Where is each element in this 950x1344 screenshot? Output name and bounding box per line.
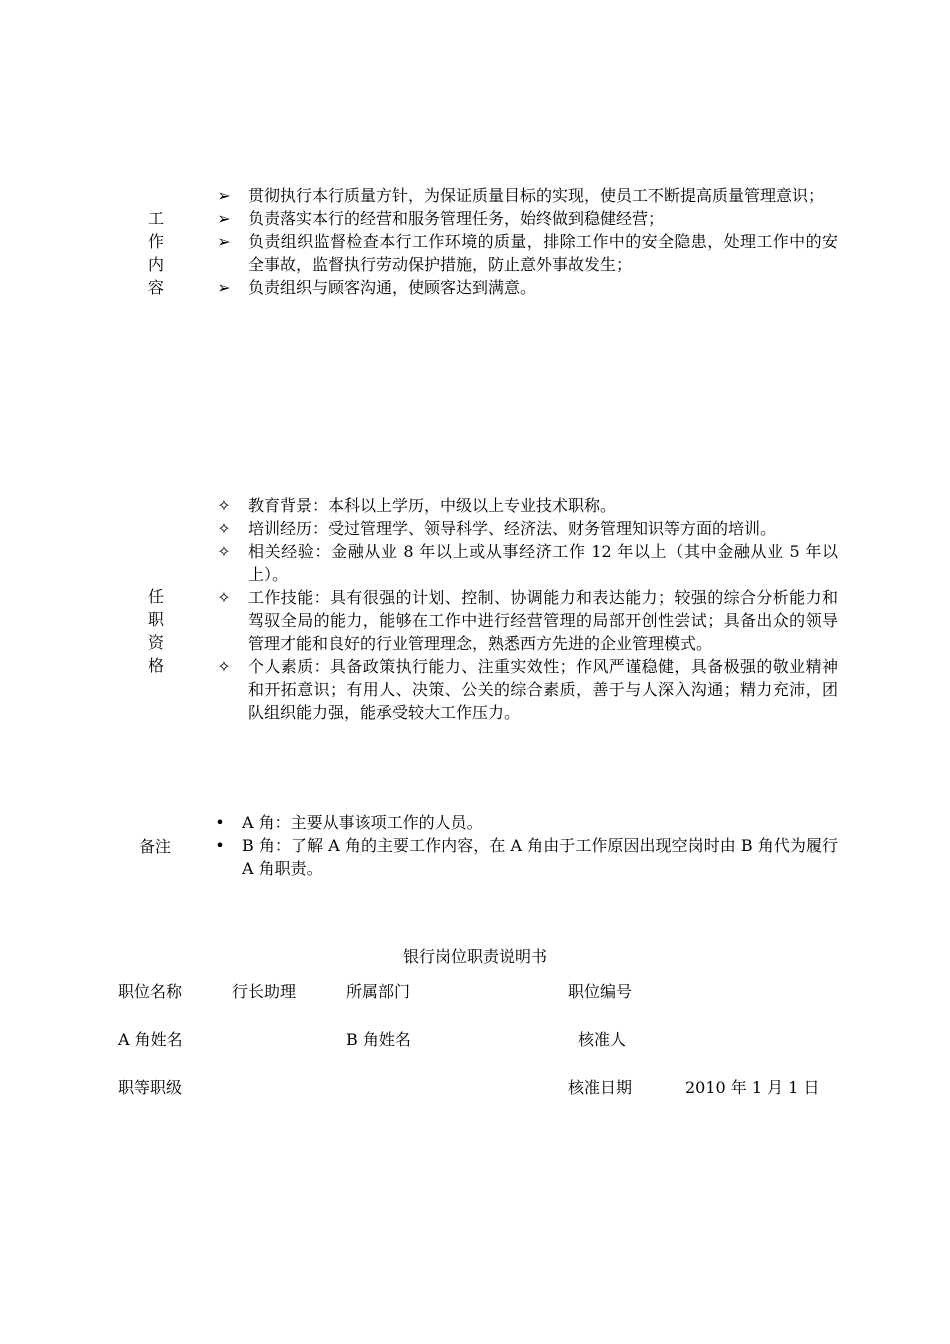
approver-label: 核准人	[578, 1030, 627, 1049]
department-label: 所属部门	[346, 982, 411, 1001]
arrow-bullet-icon: ➢	[217, 232, 231, 251]
star-bullet-icon: ✧	[217, 588, 231, 607]
position-name-label: 职位名称	[118, 982, 183, 1001]
list-item: ➢ 负责落实本行的经营和服务管理任务，始终做到稳健经营；	[212, 207, 838, 230]
list-item: • B 角：了解 A 角的主要工作内容，在 A 角由于工作原因出现空岗时由 B 角代为履行 A 角职责。	[212, 834, 838, 880]
star-bullet-icon: ✧	[217, 519, 231, 538]
remarks-label: 备注	[138, 837, 171, 856]
list-item: ➢ 贯彻执行本行质量方针，为保证质量目标的实现，使员工不断提高质量管理意识；	[212, 184, 838, 207]
position-code-label: 职位编号	[568, 982, 633, 1001]
arrow-bullet-icon: ➢	[217, 186, 231, 205]
qualification-list	[212, 494, 838, 724]
list-item: ➢ 负责组织与顾客沟通，使顾客达到满意。	[212, 276, 838, 299]
qualification-label: 任 职 资 格	[147, 587, 164, 675]
work-content-label: 工 作 内 容	[147, 209, 164, 297]
dot-bullet-icon: •	[215, 813, 225, 832]
list-item: ✧ 个人素质：具备政策执行能力、注重实效性；作风严谨稳健，具备极强的敬业精神和开拓意识；有用人、决策、公关的综合素质，善于与人深入沟通；精力充沛，团队组织能力强，能承受较大工作压力。	[212, 655, 838, 724]
list-item: • A 角：主要从事该项工作的人员。	[212, 811, 838, 834]
arrow-bullet-icon: ➢	[217, 278, 231, 297]
list-item: ✧ 培训经历：受过管理学、领导科学、经济法、财务管理知识等方面的培训。	[212, 517, 838, 540]
star-bullet-icon: ✧	[217, 542, 231, 561]
b-name-label: B 角姓名	[346, 1030, 411, 1049]
star-bullet-icon: ✧	[217, 496, 231, 515]
approve-date-label: 核准日期	[568, 1078, 633, 1097]
approve-date-value: 2010 年 1 月 1 日	[685, 1078, 820, 1097]
list-item: ✧ 工作技能：具有很强的计划、控制、协调能力和表达能力；较强的综合分析能力和驾驭全局的能力，能够在工作中进行经营管理的局部开创性尝试；具备出众的领导管理才能和良好的行业管理理念，熟悉西方先进的企业管理模式。	[212, 586, 838, 655]
remarks-list	[212, 811, 838, 880]
list-item: ➢ 负责组织监督检查本行工作环境的质量，排除工作中的安全隐患，处理工作中的安全事故，监督执行劳动保护措施，防止意外事故发生；	[212, 230, 838, 276]
grade-label: 职等职级	[118, 1078, 183, 1097]
document-title: 银行岗位职责说明书	[402, 947, 547, 966]
work-content-list	[212, 184, 838, 299]
list-item: ✧ 相关经验：金融从业 8 年以上或从事经济工作 12 年以上（其中金融从业 5 年以上）。	[212, 540, 838, 586]
list-item: ✧ 教育背景：本科以上学历，中级以上专业技术职称。	[212, 494, 838, 517]
dot-bullet-icon: •	[215, 836, 225, 855]
a-name-label: A 角姓名	[118, 1030, 183, 1049]
star-bullet-icon: ✧	[217, 657, 231, 676]
arrow-bullet-icon: ➢	[217, 209, 231, 228]
position-name-value: 行长助理	[232, 982, 297, 1001]
